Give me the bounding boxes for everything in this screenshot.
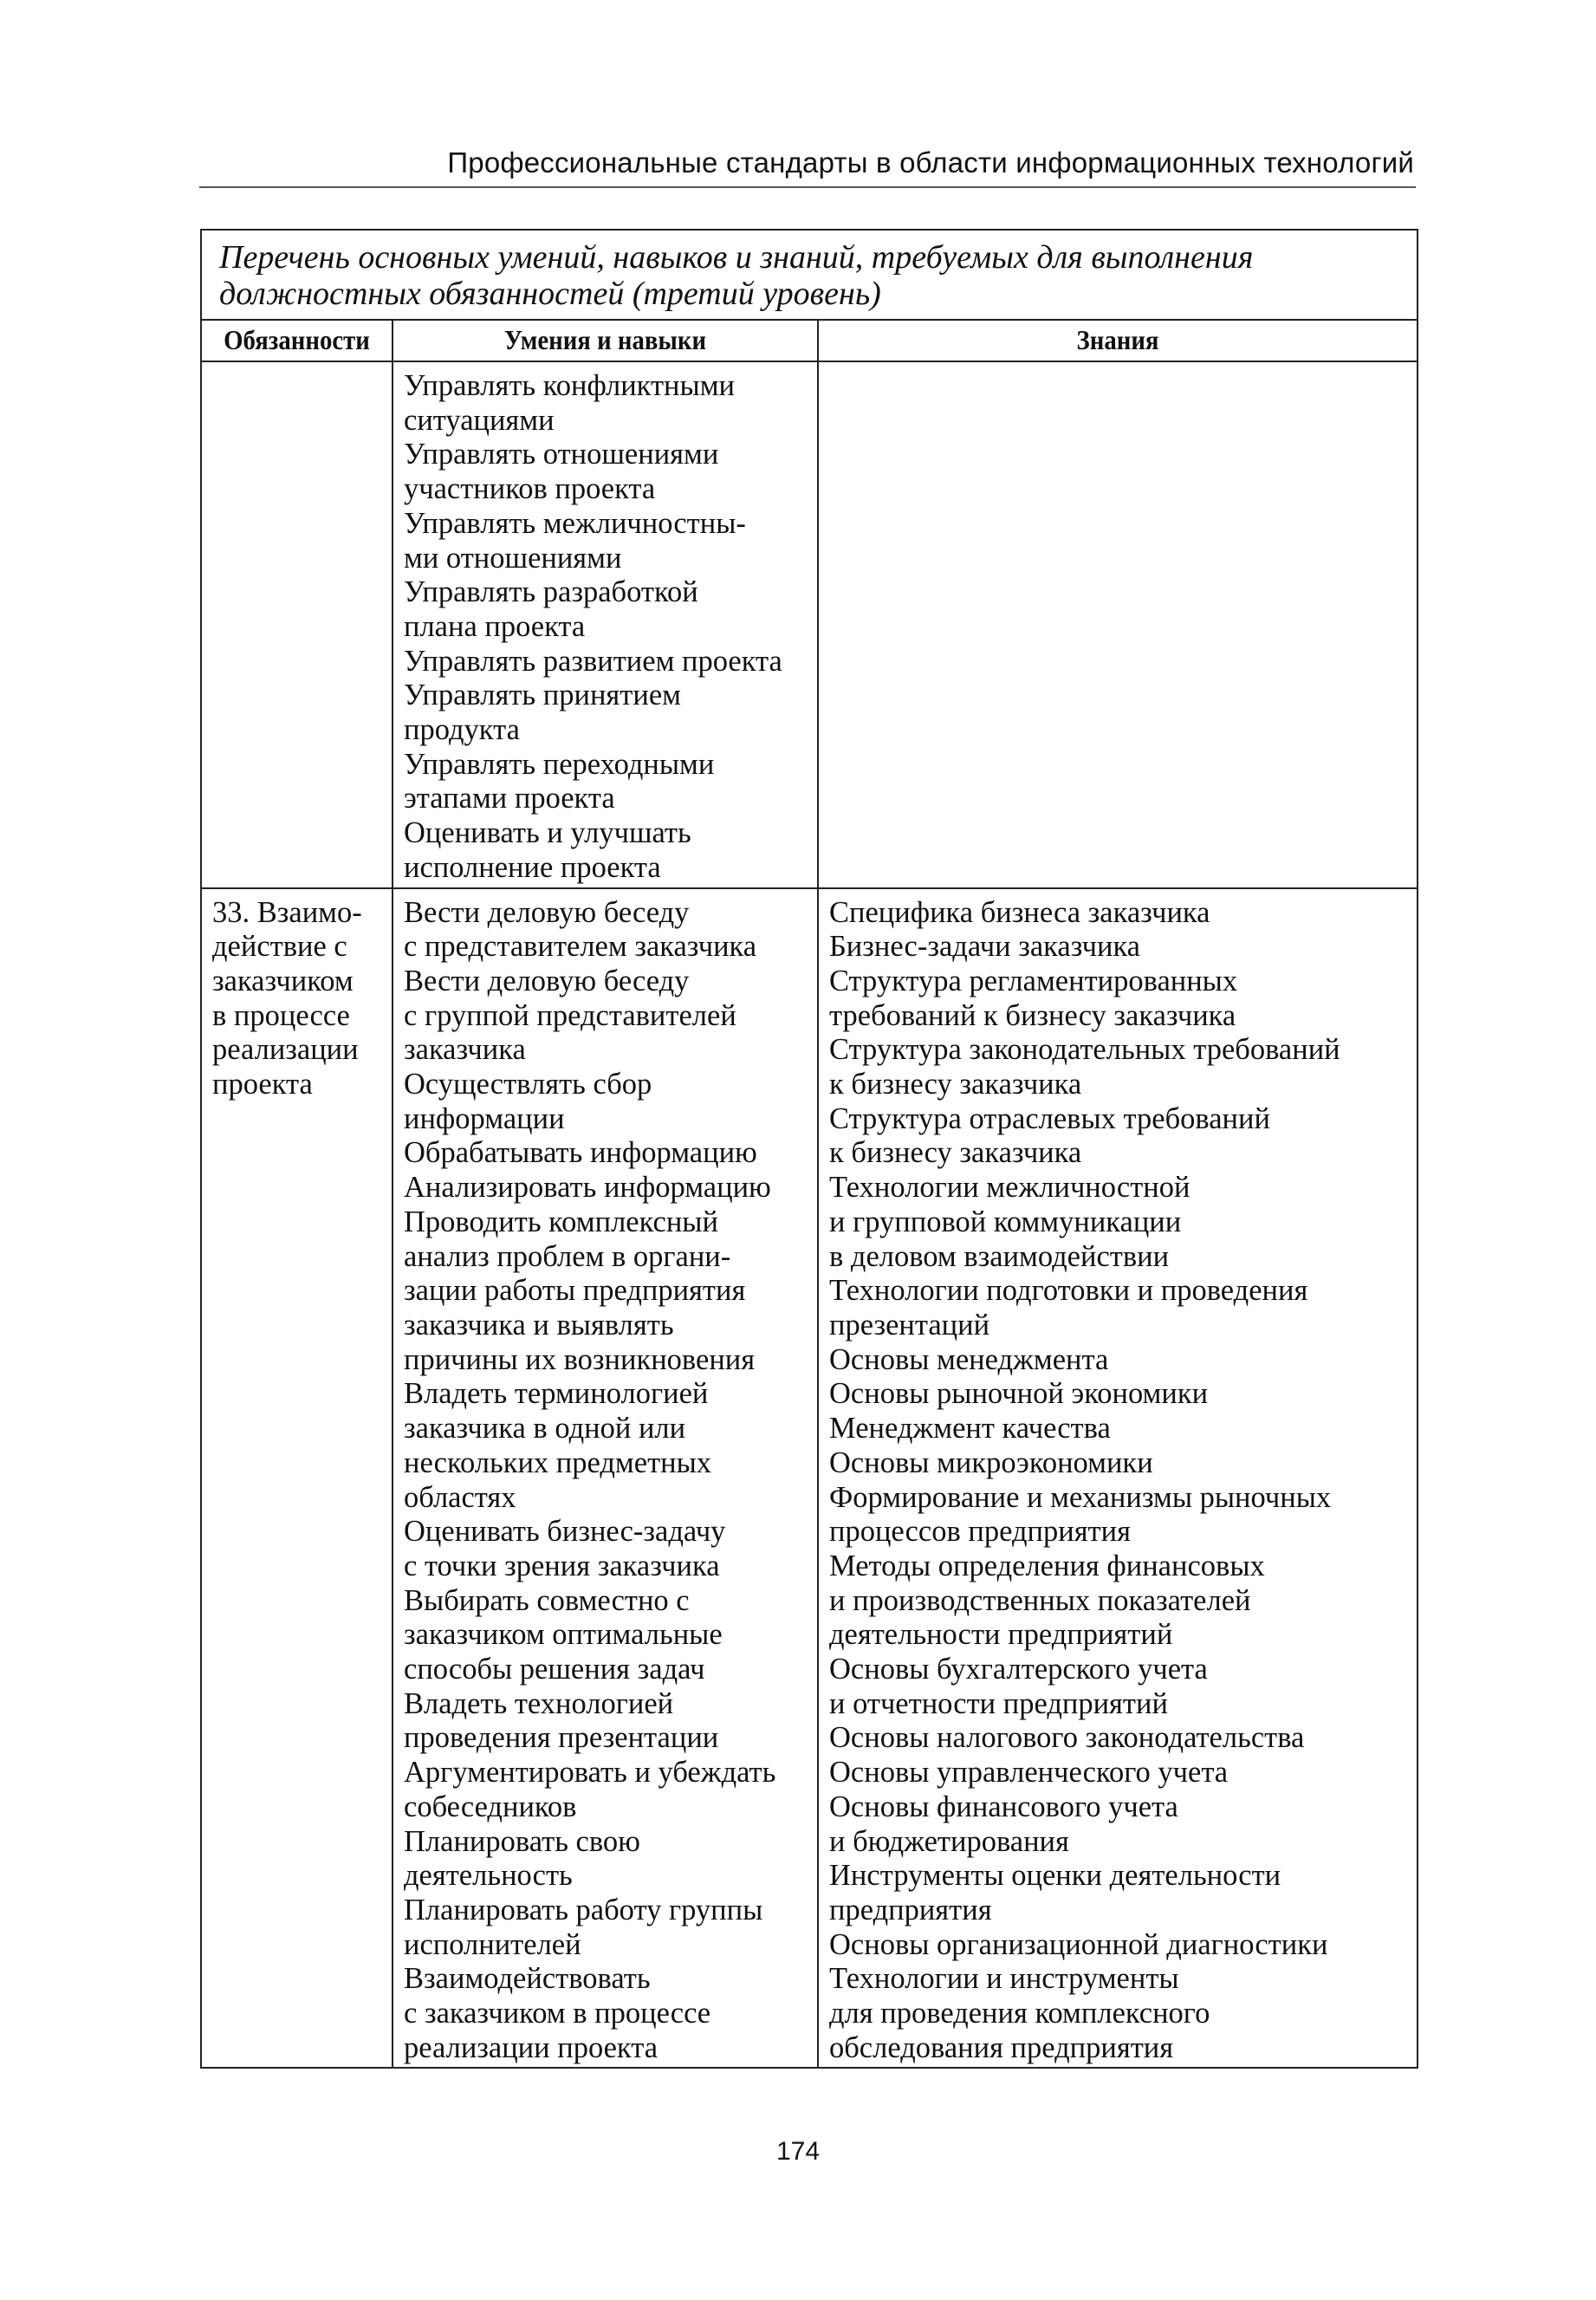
skill-line: Выбирать совместно с [404,1583,690,1617]
caption-line: должностных обязанностей (третий уровень) [219,276,881,312]
knowledge-line: Основы управленческого учета [829,1756,1229,1790]
skill-line: заказчика и выявлять [404,1308,674,1342]
skill-line: Планировать свою [404,1824,640,1858]
skill-line: Анализировать информацию [404,1171,771,1205]
table-caption-row [201,230,1418,320]
skill-line: Управлять конфликтными [404,369,735,402]
duty-cell [201,361,393,888]
skill-line: с заказчиком в процессе [404,1997,711,2030]
skill-line: Управлять межличностны- [404,506,746,540]
skill-line: Обрабатывать информацию [404,1136,757,1170]
skill-line: причины их возникновения [404,1342,756,1376]
knowledge-line: и групповой коммуникации [829,1205,1182,1238]
skill-line: Вести деловую беседу [404,895,690,929]
skill-line: Взаимодействовать [404,1962,651,1996]
skill-line: деятельность [404,1859,573,1893]
knowledge-line: Основы бухгалтерского учета [829,1653,1208,1686]
knowledge-line: Технологии межличностной [829,1171,1191,1205]
skill-line: Управлять переходными [404,747,715,781]
caption-line: Перечень основных умений, навыков и знаний, требуемых для выполнения [219,239,1254,276]
knowledge-line: в деловом взаимодействии [829,1239,1170,1273]
knowledge-line: предприятия [829,1893,992,1926]
skill-line: Проводить комплексный [404,1205,718,1238]
skill-line: Аргументировать и убеждать [404,1756,776,1790]
skill-line: анализ проблем в органи- [404,1239,731,1273]
knowledge-line: Структура регламентированных [829,964,1238,997]
knowledge-line: для проведения комплексного [829,1997,1210,2030]
skill-line: областях [404,1480,516,1514]
page-number: 174 [775,2137,821,2166]
skills-cell [393,888,818,2069]
knowledge-line: презентаций [829,1308,990,1342]
knowledge-line: Бизнес-задачи заказчика [829,930,1140,964]
skills-cell [393,361,818,888]
knowledge-line: Менеджмент качества [829,1412,1111,1446]
column-header-knowledge: Знания [818,320,1418,361]
skill-line: исполнителей [404,1927,581,1961]
skill-line: зации работы предприятия [404,1274,746,1308]
knowledge-line: Технологии и инструменты [829,1962,1179,1996]
skill-line: продукта [404,713,520,747]
skill-line: заказчика [404,1033,526,1067]
skill-line: заказчиком оптимальные [404,1618,723,1652]
skill-line: Оценивать и улучшать [404,816,691,850]
knowledge-line: процессов предприятия [829,1515,1131,1549]
knowledge-line: Инструменты оценки деятельности [829,1859,1281,1893]
knowledge-line: Основы организационной диагностики [829,1927,1328,1961]
knowledge-line: Структура законодательных требований [829,1033,1340,1067]
knowledge-line: обследования предприятия [829,2030,1174,2064]
skill-line: ситуациями [404,403,555,437]
duty-line: заказчиком [212,964,354,997]
knowledge-line: Технологии подготовки и проведения [829,1274,1308,1308]
knowledge-cell [818,888,1418,2069]
duty-line: 33. Взаимо- [212,895,362,929]
skill-line: Управлять развитием проекта [404,644,782,678]
knowledge-line: Основы налогового законодательства [829,1721,1305,1755]
running-header: Профессиональные стандарты в области информационных технологий [447,146,1414,179]
knowledge-line: Основы рыночной экономики [829,1377,1209,1411]
skill-line: Осуществлять сбор [404,1068,652,1101]
skill-line: заказчика в одной или [404,1412,686,1446]
skill-line: с группой представителей [404,998,736,1032]
knowledge-line: Основы финансового учета [829,1790,1178,1823]
knowledge-line: Основы микроэкономики [829,1446,1153,1479]
knowledge-line: и производственных показателей [829,1583,1251,1617]
skill-line: нескольких предметных [404,1446,712,1479]
duty-cell [201,888,393,2069]
skill-line: Вести деловую беседу [404,964,690,997]
skill-line: способы решения задач [404,1653,705,1686]
knowledge-line: к бизнесу заказчика [829,1136,1082,1170]
knowledge-line: Методы определения финансовых [829,1549,1265,1582]
table-row [201,361,1418,888]
knowledge-line: деятельности предприятий [829,1618,1173,1652]
knowledge-line: требований к бизнесу заказчика [829,998,1236,1032]
skill-line: Управлять разработкой [404,575,698,609]
skills-table [200,229,1418,2069]
skill-line: с представителем заказчика [404,930,757,964]
knowledge-line: Специфика бизнеса заказчика [829,895,1210,929]
skill-line: ми отношениями [404,541,622,575]
skill-line: Планировать работу группы [404,1893,763,1926]
duty-line: в процессе [212,998,350,1032]
duty-line: реализации [212,1033,359,1067]
skill-line: Владеть терминологией [404,1377,709,1411]
skill-line: Управлять принятием [404,679,681,712]
skill-line: исполнение проекта [404,850,661,884]
knowledge-line: к бизнесу заказчика [829,1068,1082,1101]
column-header-row [201,320,1418,361]
knowledge-line: Формирование и механизмы рыночных [829,1480,1332,1514]
skill-line: информации [404,1101,565,1135]
knowledge-line: Структура отраслевых требований [829,1101,1270,1135]
column-header-skills: Умения и навыки [393,320,818,361]
table-row [201,888,1418,2069]
skill-line: этапами проекта [404,782,615,815]
table-caption [201,230,1418,320]
skill-line: собеседников [404,1790,577,1823]
skill-line: участников проекта [404,472,656,506]
knowledge-cell [818,361,1418,888]
skill-line: с точки зрения заказчика [404,1549,720,1582]
duty-line: проекта [212,1068,313,1101]
knowledge-line: и отчетности предприятий [829,1686,1168,1720]
knowledge-line: и бюджетирования [829,1824,1069,1858]
skill-line: реализации проекта [404,2030,659,2064]
skill-line: Владеть технологией [404,1686,674,1720]
skill-line: проведения презентации [404,1721,719,1755]
column-header-duties: Обязанности [201,320,393,361]
duty-line: действие с [212,930,347,964]
header-rule [199,186,1416,188]
skill-line: Оценивать бизнес-задачу [404,1515,726,1549]
knowledge-line: Основы менеджмента [829,1342,1109,1376]
skill-line: плана проекта [404,609,586,643]
skill-line: Управлять отношениями [404,438,719,471]
